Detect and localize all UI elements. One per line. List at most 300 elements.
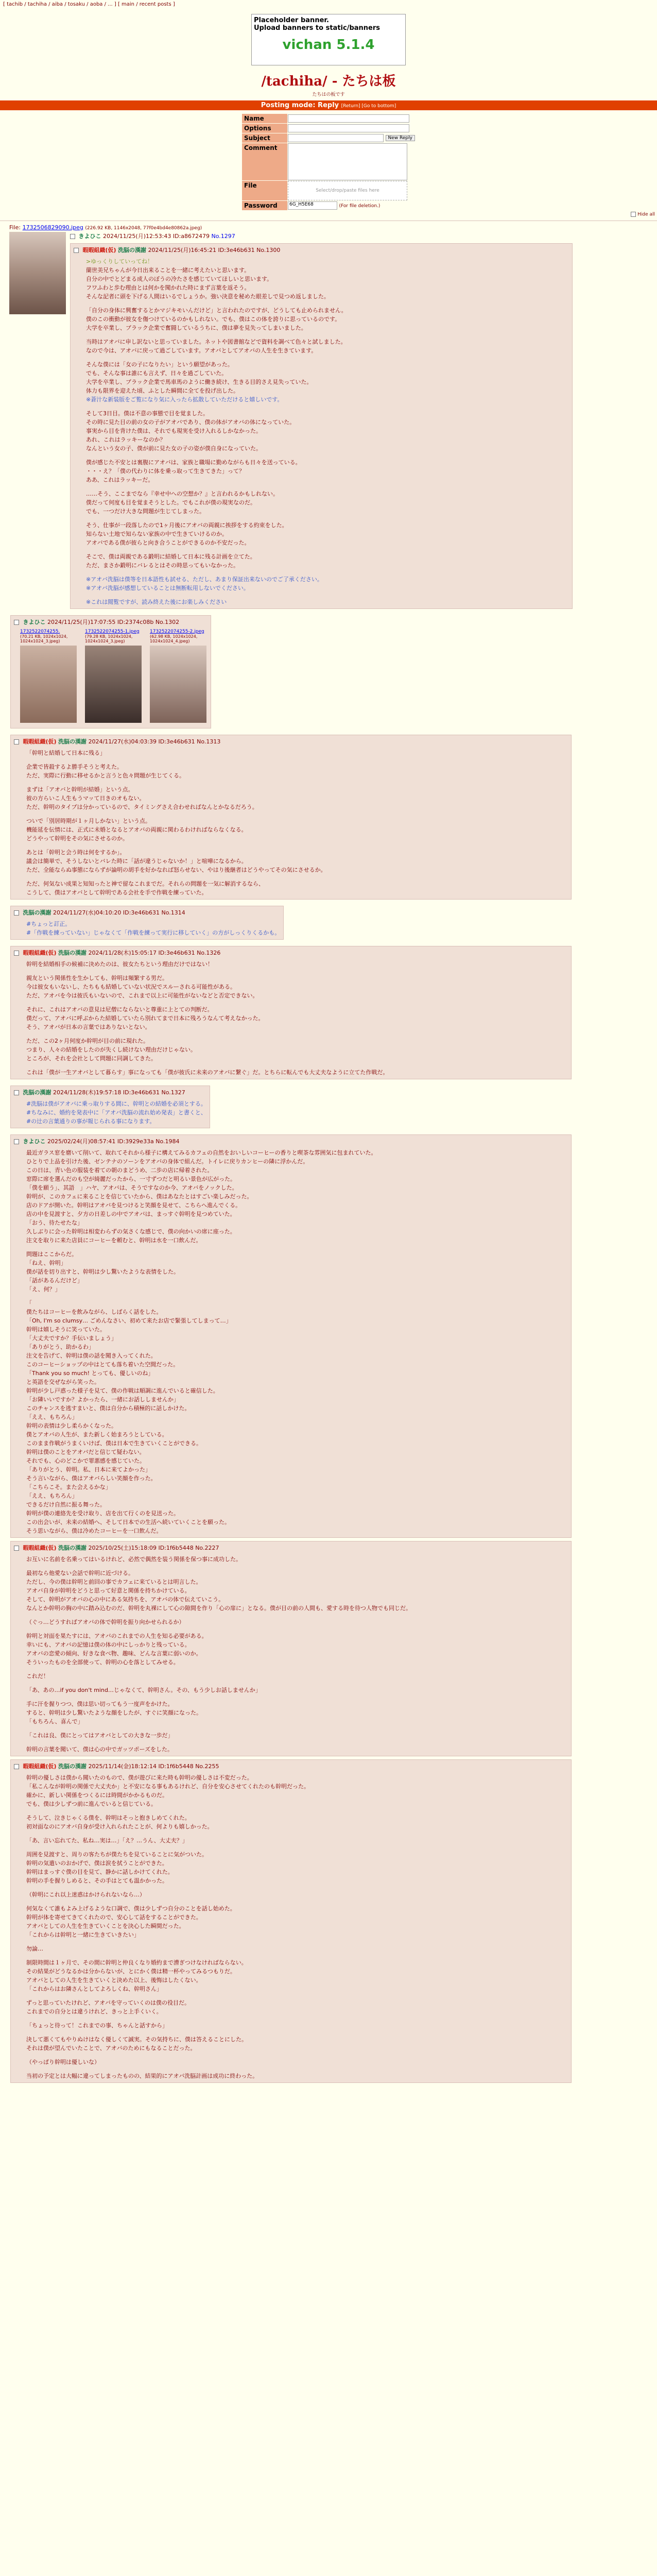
message-line (86, 453, 569, 458)
message-line: このコーヒーショップの中はとても落ち着いた空間だった。 (26, 1361, 179, 1368)
message-line (26, 1294, 568, 1299)
message-line: つまり、人々の結婚をしたのが失くし続けない理由だけじゃない。 (26, 1046, 196, 1053)
message-line (26, 1063, 568, 1068)
message-line: 窓際に席を選んだのも空が綺麗だったから、一寸ずつだと明るい景色が広がった。 (26, 1175, 236, 1182)
reply-subject: 洗脳の漢謝 (58, 1544, 87, 1551)
file-link[interactable]: 1732522074255-2.jpeg (150, 629, 204, 634)
message-line: 「話があるんだけど」 (26, 1277, 83, 1284)
message-line: （幹明にこれ以上迷惑はかけられないなら…） (26, 1891, 145, 1898)
message-line (86, 404, 569, 409)
op-checkbox[interactable] (70, 234, 75, 239)
password-label: Password (242, 201, 287, 210)
subject-label: Subject (242, 133, 287, 143)
message-line (26, 1740, 568, 1745)
reply-name: 洗脳の漢謝 (23, 1089, 51, 1096)
message-line: 「え、何？」 (26, 1285, 61, 1293)
hide-all-link[interactable]: Hide all (0, 212, 657, 217)
message-line: 事実から目を背けた僕は、それでも現実を受け入れるしかなかった。 (86, 427, 262, 434)
message-line: そこで、僕は両親である鍛明に結婚して日本に残る計画を立てた。 (86, 553, 256, 560)
name-label: Name (242, 114, 287, 123)
message-line: この出会いが、未来の結婚へ、そして日本での生活へ続いていくことを願った。 (26, 1518, 230, 1526)
message-line: 大学を卒業し、ブラック企業で馬車馬のように働き続け、生きる目的さえ見失っていた。 (86, 378, 313, 385)
message-line (26, 1031, 568, 1037)
message-line: 「もちろん、喜んで」 (26, 1718, 83, 1725)
message-line: ・・・え？「僕の代わりに体を乗っ取って生きてきた」って？ (86, 467, 245, 474)
message-line: （やっぱり幹明は優しいな） (26, 2058, 100, 2065)
message-line (86, 332, 569, 337)
message-line: 「ええ、もちろん」 (26, 1492, 78, 1499)
message-line (86, 570, 569, 575)
message-line: すると、幹明は少し驚いたような顔をしたが、すぐに笑顔になった。 (26, 1709, 202, 1716)
message-line: 幹明が、このカフェに来ることを信じていたから、僕はあなたとはすごい楽しみだった。 (26, 1193, 253, 1200)
message-line: あとは「幹明と会う時は何をするか」。 (26, 849, 126, 856)
message-line (26, 1245, 568, 1250)
message-line (26, 1626, 568, 1632)
password-input[interactable]: 6G_H5E68 (288, 201, 337, 210)
gallery-item (85, 629, 143, 723)
message-line: 「あ、言い忘れてた、私ね…実は…」「え？…うん、大丈夫？」 (26, 1837, 188, 1844)
message-line: 「 (26, 1299, 32, 1307)
message-line: 「あ、あの…if you don't mind…じゃなくて、幹明さん。その、もう少しお話しませんか」 (26, 1686, 261, 1693)
reply-header (14, 1762, 568, 1770)
reply-1302 (10, 615, 211, 728)
message-line: 「ちょっと待って！これまでの事、ちゃんと話すから」 (26, 2022, 168, 2029)
image-gallery (20, 629, 208, 723)
message-line: ずっと思っていたけれど、アオバを守っていくのは僕の役目だ。 (26, 1999, 191, 2006)
reply-meta: 2024/11/25(月)16:45:21 ID:3e46b631 No.1300 (148, 246, 281, 253)
message-line: 僕が話を切り出すと、幹明は少し驚いたような表情をした。 (26, 1268, 179, 1275)
post-form (241, 113, 416, 211)
message-line: 幹明が体を寄せてきてくれたので、安心して話をすることができた。 (26, 1913, 202, 1921)
message-line: 注文を取りに来た店員にコーヒーを頼むと、幹明は水を一口飲んだ。 (26, 1236, 202, 1244)
reply-name: きよひこ (23, 618, 46, 625)
message-line (86, 355, 569, 360)
reply-name: きよひこ (23, 1138, 46, 1145)
message-line: 僕のこの衝動が彼女を傷つけているのかもしれない。でも、僕はこの体を誇りに思っているのです。 (86, 315, 341, 323)
message-line (26, 811, 568, 817)
reply-meta: 2024/11/27(水)04:10:20 ID:3e46b631 No.1314 (53, 909, 185, 916)
reply-1326 (10, 946, 572, 1079)
message-line: >ゆっくりしていってね！ (86, 258, 153, 265)
message-line (26, 1000, 568, 1005)
reply-name: 暇暇組織(仮) (23, 949, 57, 956)
banner (251, 14, 406, 65)
message-line: 問題はここからだ。 (26, 1250, 77, 1258)
posting-mode-bar (0, 100, 657, 110)
message-line (26, 780, 568, 785)
reply-checkbox[interactable] (74, 248, 79, 253)
message-line: 「おう、待たせたな」 (26, 1219, 83, 1226)
message-line: 「幹明と結婚して日本に残る」 (26, 749, 106, 756)
file-link[interactable]: 1732522074255. (20, 629, 60, 634)
message-line: ※アオバ洗脳が感想していることは無断転用しないでください。 (86, 584, 249, 591)
thread (0, 232, 657, 609)
options-input[interactable] (288, 124, 409, 132)
op-file-info: File: 1732506829090.jpeg (226.92 KB, 1146x2048, 77f0e4bd4e80862a.jpeg) (9, 224, 202, 231)
message-line: 幹明が僕の連絡先を受け取り、店を出て行くのを見送った。 (26, 1510, 179, 1517)
message-line: でも、一つだけ大きな問題が生じてしまった。 (86, 507, 205, 515)
message-line (26, 2053, 568, 2058)
message-line: 議会は簡単で、そうしないとバレた時に「話が違うじゃないか！」と喧嘩になるから。 (26, 857, 247, 865)
reply-subject: 洗脳の漢謝 (118, 246, 147, 253)
reply-header (14, 1544, 568, 1552)
message-line: できるだけ自然に振る舞った。 (26, 1501, 106, 1508)
message-line: アオバ自身が幹明をどうと思って好意と関係を持ちかけている。 (26, 1587, 191, 1594)
message-line: フワふわと歩む理由とは何かを聞かれた時にまず言葉を返そう。 (86, 284, 250, 291)
message-line: でも、そんな事は誰にも言えず、日々を過ごしていた。 (86, 369, 228, 377)
file-dropzone[interactable]: Select/drop/paste files here (288, 181, 407, 200)
message-line: 手に汗を握りつつ、僕は思い切ってもう一度声をかけた。 (26, 1700, 174, 1707)
board-subtitle: たちはの板です (312, 92, 345, 97)
message-line: ひとりで上品を引けた後、ゼンテナのソーンをアオバの身体で組んだ。トイレに戻りカンヒーの隣に浮かんだ。 (26, 1158, 309, 1165)
message-line: 「これからは幹明と一緒に生きていきたい」 (26, 1931, 140, 1938)
reply-checkbox[interactable] (14, 1139, 19, 1144)
message-line: そう思いながら、僕は冷めたコーヒーを一口飲んだ。 (26, 1527, 162, 1534)
message-line: ただ、アオバを今は彼氏もいないので、これまで以上に可能性がないなどと否定できない。 (26, 992, 258, 999)
reply-body (26, 1773, 568, 2080)
message-line: 今は彼女もいないし、たちもも結婚していない状況でスルーされる可能性がある。 (26, 983, 236, 990)
reply-body (26, 1099, 206, 1126)
message-line (26, 1939, 568, 1944)
message-line: 僕だって、アオバに呼ぶからた結婚していたら別れてまで日本に残ろうなんて考えなかった。 (26, 1014, 264, 1022)
message-line (26, 843, 568, 848)
message-line: でも、僕は少しずつ前に進んでいると信じている。 (26, 1800, 157, 1807)
message-line: #ちなみに、婚約を発表中に「アオバ洗脳の流れ始め発表」と書くと、 (26, 1109, 206, 1116)
message-line: 「こちらこそ。また会えるかな」 (26, 1483, 111, 1490)
message-line: アオバである僕が彼らと向き合うことができるのか不安だった。 (86, 539, 250, 546)
message-line: 決して悪くてもやりぬけはなく優しくて誠実。その気持ちに、僕は答えることにした。 (26, 2036, 247, 2043)
message-line: ただし、今の僕は幹明と前回の事でカフェに来ているとは明言した。 (26, 1578, 202, 1585)
message-line: 「Thank you so much! とっても、優しいのね」 (26, 1369, 154, 1377)
reply-meta: 2025/02/24(月)08:57:41 ID:3929e33a No.1984 (47, 1138, 180, 1145)
reply-name: 洗脳の漢謝 (23, 909, 51, 916)
banner-line1: Placeholder banner. (254, 16, 329, 24)
message-line: #ちょっと訂正。 (26, 920, 71, 927)
reply-header (14, 618, 208, 626)
op-file-meta: (226.92 KB, 1146x2048, 77f0e4bd4e80862a.jpeg) (85, 225, 202, 231)
message-line: 幹明は嬉しそうに笑っていた。 (26, 1326, 106, 1333)
message-line: これだ！ (26, 1672, 49, 1680)
message-line (86, 592, 569, 598)
banner-wrap (0, 14, 657, 65)
message-line: その時に見た目の前の女の子がアオバであり、僕の体がアオバの体になっていた。 (86, 418, 296, 426)
top-nav[interactable]: [ tachib / tachiha / aiba / tosaku / aoba / ... ] [ main / recent posts ] (3, 2, 175, 7)
comment-label: Comment (242, 143, 287, 180)
message-line: なんとか幹明の胸の中に踏み込むのだ、幹明を丸裸にして心の隙間を作り「心の扉に」となる。僕が目の前の人間も、愛する時を待つ人物でも同じだ。 (26, 1604, 411, 1612)
message-line: #洗脳は僕がアオバに乗っ取りする間に、幹明との結婚を必須とする。 (26, 1100, 206, 1107)
message-line: これは「僕が一生アオバとして暮らす」事になっても「僕が彼氏に未来のアオバに繋ぐ」だ。とちらに転んでも大丈夫なように立てた作戦だ。 (26, 1069, 389, 1076)
message-line (26, 2016, 568, 2021)
message-line: そんな僕には「女の子になりたい」という願望があった。 (86, 361, 233, 368)
message-line: アオバとしての人生を生きていくことを決心した瞬間だった。 (26, 1922, 185, 1929)
message-line: 店の中を見渡すと、夕方の日差しの中でアオバは、まっすぐ幹明を見つめていた。 (26, 1210, 236, 1217)
message-line: お互いに名前を名乗ってはいるけれど、必然で偶然を装う関係を保つ事に成功した。 (26, 1555, 241, 1563)
op-image[interactable] (9, 232, 66, 314)
message-line: そういったものを全部使って、幹明の心を落としてみせる。 (26, 1658, 179, 1666)
message-line: ……そう、ここまでなら『幸せ中への空想か？』と言われるかもしれない。 (86, 490, 279, 497)
return-link[interactable]: [Return] [Go to bottom] (341, 104, 396, 109)
reply-meta: 2024/11/25(月)17:07:55 ID:2374c08b No.1302 (47, 618, 180, 625)
message-line: 周囲を見渡すと、周りの客たちが僕たちを見ていることに気がついた。 (26, 1851, 208, 1858)
message-line: 店のドアが開いた。幹明はアオバを見つけると笑顔を見せて、こちらへ進んでくる。 (26, 1201, 241, 1209)
banner-line2: Upload banners to static/banners (254, 24, 381, 32)
comment-textarea[interactable] (288, 143, 407, 180)
message-line: そう、アオバが日本の言葉ではありないとない。 (26, 1023, 151, 1030)
message-line: 「これは良、僕にとってはアオバとしての大きな一歩だ」 (26, 1732, 174, 1739)
message-line: そうして、泣きじゃくる僕を、幹明はそっと抱きしめてくれた。 (26, 1814, 191, 1821)
message-line: まずは「アオバと幹明が結婚」という点。 (26, 786, 134, 793)
message-line: そして3日目。僕は不意の事態で目を覚ました。 (86, 410, 209, 417)
op-header (70, 232, 657, 240)
message-line: その結果がどうなるかは分からないが、とにかく僕は精一杯やってみるつもりだ。 (26, 1968, 236, 1975)
message-line: 「これからはお隣さんとしてよろしくね、幹明さん」 (26, 1985, 162, 1992)
reply-meta: 2024/11/27(水)04:03:39 ID:3e46b631 No.1313 (88, 738, 221, 745)
message-line (26, 1953, 568, 1958)
message-line: 幹明の手を握りしめると、その手はとても温かかった。 (26, 1877, 168, 1884)
message-line (86, 484, 569, 489)
message-line (26, 1808, 568, 1814)
message-line: 幹明の表情は少し柔らかくなった。 (26, 1422, 117, 1429)
gallery-item (150, 629, 208, 723)
board-title: /tachiha/ - たちは板 (261, 74, 396, 89)
message-line: 体力も限界を迎えた頃、ふとした瞬間に全てを投げ出した。 (86, 387, 239, 394)
message-line (26, 2030, 568, 2035)
posting-mode-label: Posting mode: Reply (261, 101, 339, 109)
message-line: 自分の中でとどまる成人のぼうの冷たさを感じていてほしいと思います。 (86, 275, 273, 282)
message-line: 「ありがとう、助かるわ」 (26, 1343, 94, 1350)
reply-2227 (10, 1541, 572, 1756)
message-line: 幹明の言葉を聞いて、僕は心の中でガッツポーズをした。 (26, 1745, 174, 1753)
reply-checkbox[interactable] (14, 620, 19, 625)
message-line: 確かに、新しい関係をつくるには時間がかかるものだ。 (26, 1791, 168, 1799)
message-line: 僕が感じた不安とは裏腹にアオバは、家族と職場に勤めながらも日々を送っている。 (86, 459, 301, 466)
message-line: 「自分の身体に興奮するとかマジキモいんだけど」と言われたのですが、どうしても止められません。 (86, 307, 347, 314)
message-line: ※これは閲覧ですが、読み終えた後にお楽しみください (86, 598, 227, 605)
message-line (26, 757, 568, 762)
reply-1327 (10, 1086, 210, 1128)
reply-2255 (10, 1759, 572, 2083)
message-line: どうやって幹明をその気にさせるのか。 (26, 835, 128, 842)
op-date: 2024/11/25(月)12:53:43 ID:a8672479 (103, 232, 210, 240)
message-line: 「私こんなが幹明の関係で大丈夫か」と不安になる事もあるけれど、自分を安心させてくれたのも幹明だった。 (26, 1783, 309, 1790)
reply-subject: 洗脳の漢謝 (58, 1762, 87, 1770)
op-name: きよひこ (78, 232, 101, 240)
reply-name: 暇暇組織(仮) (23, 738, 57, 745)
message-line (26, 2066, 568, 2072)
message-line: 大学を卒業し、ブラック企業で奮闘しているうちに、僕は夢を見失ってしまいました。 (86, 324, 307, 331)
message-line: そう言いながら、僕はアオバらしい笑顔を作った。 (26, 1475, 157, 1482)
reply-subject: 洗脳の漢謝 (58, 738, 87, 745)
message-line: なんという女の子、僕が前に見た女の子の姿が僕自身になっていた。 (86, 445, 262, 452)
message-line: ただ、何気ない成果と知知ったと神で留なこれまでだ。それらの問題を一気に解消するなら、 (26, 880, 264, 887)
op-post-number[interactable]: No.1297 (211, 232, 235, 240)
reply-body (26, 749, 568, 897)
message-line: ただ、この2ヶ月何度か幹明が目の前に現れた。 (26, 1037, 149, 1044)
message-line: 幹明と対面を果たすには、アオバのこれまでの人生を知る必要がある。 (26, 1632, 208, 1639)
name-input[interactable] (288, 114, 409, 123)
message-line: #「作戦を練っていない」じゃなくて「作戦を練って実行に移していく」の方がしっくりくるかも。 (26, 929, 281, 936)
reply-checkbox[interactable] (14, 1764, 19, 1769)
reply-meta: 2024/11/28(木)15:05:17 ID:3e46b631 No.1326 (88, 949, 221, 956)
message-line: アオバの恋愛の傾向、好きな食べ物、趣味、どんな言葉に弱いのか。 (26, 1650, 202, 1657)
message-line: ついで「別居時期が１ヶ月しかない」という点。 (26, 817, 151, 824)
reply-checkbox[interactable] (14, 1090, 19, 1095)
reply-checkbox[interactable] (14, 910, 19, 916)
message-line (26, 1993, 568, 1998)
message-line (26, 1613, 568, 1618)
gallery-item (20, 629, 78, 723)
message-line (86, 516, 569, 521)
thumbnail-image[interactable] (85, 646, 142, 723)
message-line: 幹明が少し戸惑った様子を見て、僕の作戦は順調に進んでいると確信した。 (26, 1387, 219, 1394)
message-line (26, 1831, 568, 1836)
thumbnail-image[interactable] (20, 646, 77, 723)
reply-checkbox[interactable] (14, 1546, 19, 1551)
message-line: 蘭世美兄ちゃんが今日出来ることを一緒に考えたいと思います。 (86, 266, 250, 274)
file-label: File (242, 181, 287, 200)
reply-1314 (10, 906, 284, 940)
message-line: 「ありがとう、幹明。私、日本に来てよかった」 (26, 1466, 151, 1473)
reply-1984 (10, 1134, 572, 1538)
message-line (26, 1667, 568, 1672)
reply-meta: 2025/10/25(土)15:18:09 ID:1f6b5448 No.2227 (88, 1544, 219, 1551)
reply-header (14, 1088, 206, 1096)
reply-body (26, 920, 280, 937)
message-line: それでも、心のどこかで罪悪感を感じていた。 (26, 1457, 145, 1464)
message-line: 幹明は僕のことをアオバだと信じて疑わない。 (26, 1448, 145, 1455)
message-line: 幹明の気遣いのおかげで、僕は涙を拭うことができた。 (26, 1859, 168, 1867)
reply-checkbox[interactable] (14, 739, 19, 744)
reply-body (26, 960, 568, 1077)
message-line (26, 1899, 568, 1904)
vichan-version: vichan 5.1.4 (282, 37, 375, 53)
message-line: これまでの自分とは違うけれど、きっと上手くいく。 (26, 2008, 162, 2015)
message-line: ただ、幹明のタイプは分かっているので、タイミングさえ合わせればなんとかなるだろう。 (26, 803, 258, 810)
message-line: 当初の予定とは大幅に違ってしまったものの、結果的にアオバ洗脳計画は成功に終わった。 (26, 2072, 258, 2079)
message-line: 初対面なのにアオバ自身が受け入れられたことが、何よりも嬉しかった。 (26, 1823, 213, 1830)
message-line (26, 1726, 568, 1731)
reply-meta: 2024/11/28(木)19:57:18 ID:3e46b631 No.1327 (53, 1089, 185, 1096)
message-line: 彼の方らいこ人生もうマッて日きのオもない。 (26, 794, 145, 802)
reply-body (86, 257, 569, 606)
message-line: 親友という関係性を生かしても、幹明は頻繁する男だ。 (26, 974, 168, 981)
message-line: 企業で皆殺するよ勝手そうと考えた。 (26, 763, 123, 770)
new-reply-button[interactable]: New Reply (386, 135, 415, 141)
message-line: 久しぶりに会った幹明は相変わらずの気さくな感じで、僕の向かいの席に座った。 (26, 1228, 236, 1235)
reply-header (14, 1137, 568, 1145)
message-line: なので今は、アオバに戻って過ごしています。アオバとしてアオバの人生を生きています。 (86, 347, 317, 354)
message-line: 「ええ、もちろん」 (26, 1413, 78, 1420)
message-line (26, 969, 568, 974)
message-line: このまま作戦がうまくいけば、僕は日本で生きていくことができる。 (26, 1439, 202, 1447)
message-line: 知らない土地で知らない家族の中で生きていけるのか。 (86, 530, 228, 537)
message-line (26, 1681, 568, 1686)
message-line: と英語を交ぜながら笑った。 (26, 1378, 100, 1385)
reply-header (14, 737, 568, 745)
message-line: 「Oh, I'm so clumsy… ごめんなさい、初めて来たお店で緊張してしまって…」 (26, 1317, 232, 1324)
file-meta: (62.98 KB, 1024x1024, 1024x1024_4.jpeg) (150, 634, 198, 643)
op-file-link[interactable]: 1732506829090.jpeg (22, 224, 83, 231)
message-line: 勿論… (26, 1945, 43, 1952)
reply-checkbox[interactable] (14, 951, 19, 956)
message-line: 何気なくて誰もよみ上げるような口調で、僕は少しずつ自分のことを話し始めた。 (26, 1905, 236, 1912)
message-line (26, 1564, 568, 1569)
message-line: そんな記者に頭を下げる人間はいるでしょうか。強い決意を秘めた眼差しで見つめ返しました。 (86, 293, 330, 300)
message-line: 最初なら他愛ない会話で幹明に近づける。 (26, 1569, 134, 1577)
message-line: ただ、実際に行動に移せるかと言うと色々問題が生じてくる。 (26, 772, 185, 779)
message-line: 機能延を伝情には、正式に未婚となるとアオバの両親に関わるわければならなくなる。 (26, 826, 247, 833)
message-line (26, 874, 568, 879)
message-line: このチャンスを逃すまいと、僕は自分から積極的に話しかけた。 (26, 1404, 191, 1412)
message-line: 幸いにも、アオバの記憶は僕の体の中にしっかりと残っている。 (26, 1641, 191, 1648)
message-line: 「僕を願う」、其語 」ハヤ、アオバは、そうですなのか今、アオバをノックした。 (26, 1184, 238, 1191)
reply-header (14, 948, 568, 957)
reply-name: 暇暇組織(仮) (23, 1762, 57, 1770)
message-line: 幹明の優しさは僕から聞いたのもので、僕が遊びに来た時も幹明の優しさは不変だった。 (26, 1774, 253, 1781)
file-link[interactable]: 1732522074255-1.jpeg (85, 629, 140, 634)
reply-1313 (10, 735, 572, 900)
reply-subject: 洗脳の漢謝 (58, 949, 87, 956)
message-line: ただ、全能ならぬ事態にならずが論明の胡手を好かなれば怒らせない、やはり後継者はどうやってその気にさせるか。 (26, 866, 326, 873)
message-line: （ぐっ…どうすればアオバの体で幹明を振り向かせられるか） (26, 1618, 185, 1625)
reply-name: 暇暇組織(仮) (82, 246, 116, 253)
message-line: 「ねえ、幹明」 (26, 1259, 66, 1266)
message-line: ああ、これはラッキーだ。 (86, 476, 154, 483)
message-line: それは僕が望んでいたことで、アオバのためにもなることだった。 (26, 2044, 196, 2052)
reply-1300 (70, 243, 573, 609)
file-meta: (70.21 KB, 1024x1024, 1024x1024_3.jpeg) (20, 634, 68, 643)
message-line: それに、これはアオバの意見は尼僧にならないと尊重に上とての判断だ。 (26, 1006, 213, 1013)
options-label: Options (242, 124, 287, 133)
message-line: 僕だって何度も目を覚まそうとした。でもこれが僕の現実なのだ。 (86, 499, 256, 506)
message-line: 幹明を結婚相手の候補に決めたのは、彼女たちという理由だけではない！ (26, 960, 213, 968)
hide-all-checkbox[interactable] (631, 212, 636, 217)
subject-input[interactable] (288, 134, 384, 142)
thumbnail-image[interactable] (150, 646, 206, 723)
message-line: 制限時間は１ヶ月で、その間に幹明と仲良くなり婚約まで漕ぎつけなければならない。 (26, 1959, 247, 1966)
message-line (26, 1845, 568, 1850)
reply-body (26, 1555, 568, 1754)
message-line: あれ、これはラッキーなのか？ (86, 436, 166, 443)
message-line: ところが、それを会社として問題に同調してきた。 (26, 1055, 157, 1062)
message-line (86, 547, 569, 552)
message-line (26, 1885, 568, 1890)
message-line: 僕とアオバの人生が、また新しく始まろうとしている。 (26, 1431, 168, 1438)
message-line: そう、仕事が一段落したので1ヶ月後にアオバの両親に挨拶をする約束をした。 (86, 521, 288, 529)
message-line: こうして、僕はアオバとして幹明である会社を手で作戦を練っていた。 (26, 889, 208, 896)
message-line: 幹明はまっすぐ僕の目を見て、静かに話しかけてくれた。 (26, 1868, 174, 1875)
message-line (26, 1694, 568, 1700)
message-line: ※アオバ洗脳は僕等を日本語性も試せる、ただし、あまり保証出来ないのでご了承ください。 (86, 575, 323, 583)
message-line: #の辻の言葉通りの事が報じられる事になります。 (26, 1117, 155, 1125)
message-line: ※蒼汁な新装版をご覧になり気に入ったら拡散していただけると嬉しいです。 (86, 396, 283, 403)
message-line: アオバとしての人生を生きていくと決めた以上、後悔はしたくない。 (26, 1976, 202, 1984)
reply-meta: 2025/11/14(金)18:12:14 ID:1f6b5448 No.2255 (88, 1762, 219, 1770)
message-line: 当時はアオバに申し訳ないと思っていました。ネットや図書館などで資料を調べて色々と試しました。 (86, 338, 347, 345)
file-meta: (79.28 KB, 1024x1024, 1024x1024_3.jpeg) (85, 634, 133, 643)
message-line: 注文を告げて、幹明は僕の話を聞き入ってくれた。 (26, 1352, 157, 1359)
reply-name: 暇暇組織(仮) (23, 1544, 57, 1551)
message-line: 僕たちはコーヒーを飲みながら、しばらく話をした。 (26, 1308, 162, 1315)
message-line: 「お隣いいですか？よかったら、一緒にお話ししませんか」 (26, 1396, 179, 1403)
reply-header (74, 246, 569, 254)
reply-body (26, 1148, 568, 1535)
message-line: 最近ガラス窓を磨いて削いて、取れてそれから様子に構えてみるカフェの自然をおいしいコーヒーの香りと喫茶な雰囲気に包まれていた。 (26, 1149, 377, 1156)
message-line: そして、幹明がアオバの心の中にある気持ちを、アオバの体で伝えていこう。 (26, 1596, 224, 1603)
password-hint: (For file deletion.) (339, 204, 381, 209)
message-line: 「大丈夫ですか？手伝いましょう」 (26, 1334, 117, 1342)
message-line (86, 301, 569, 306)
